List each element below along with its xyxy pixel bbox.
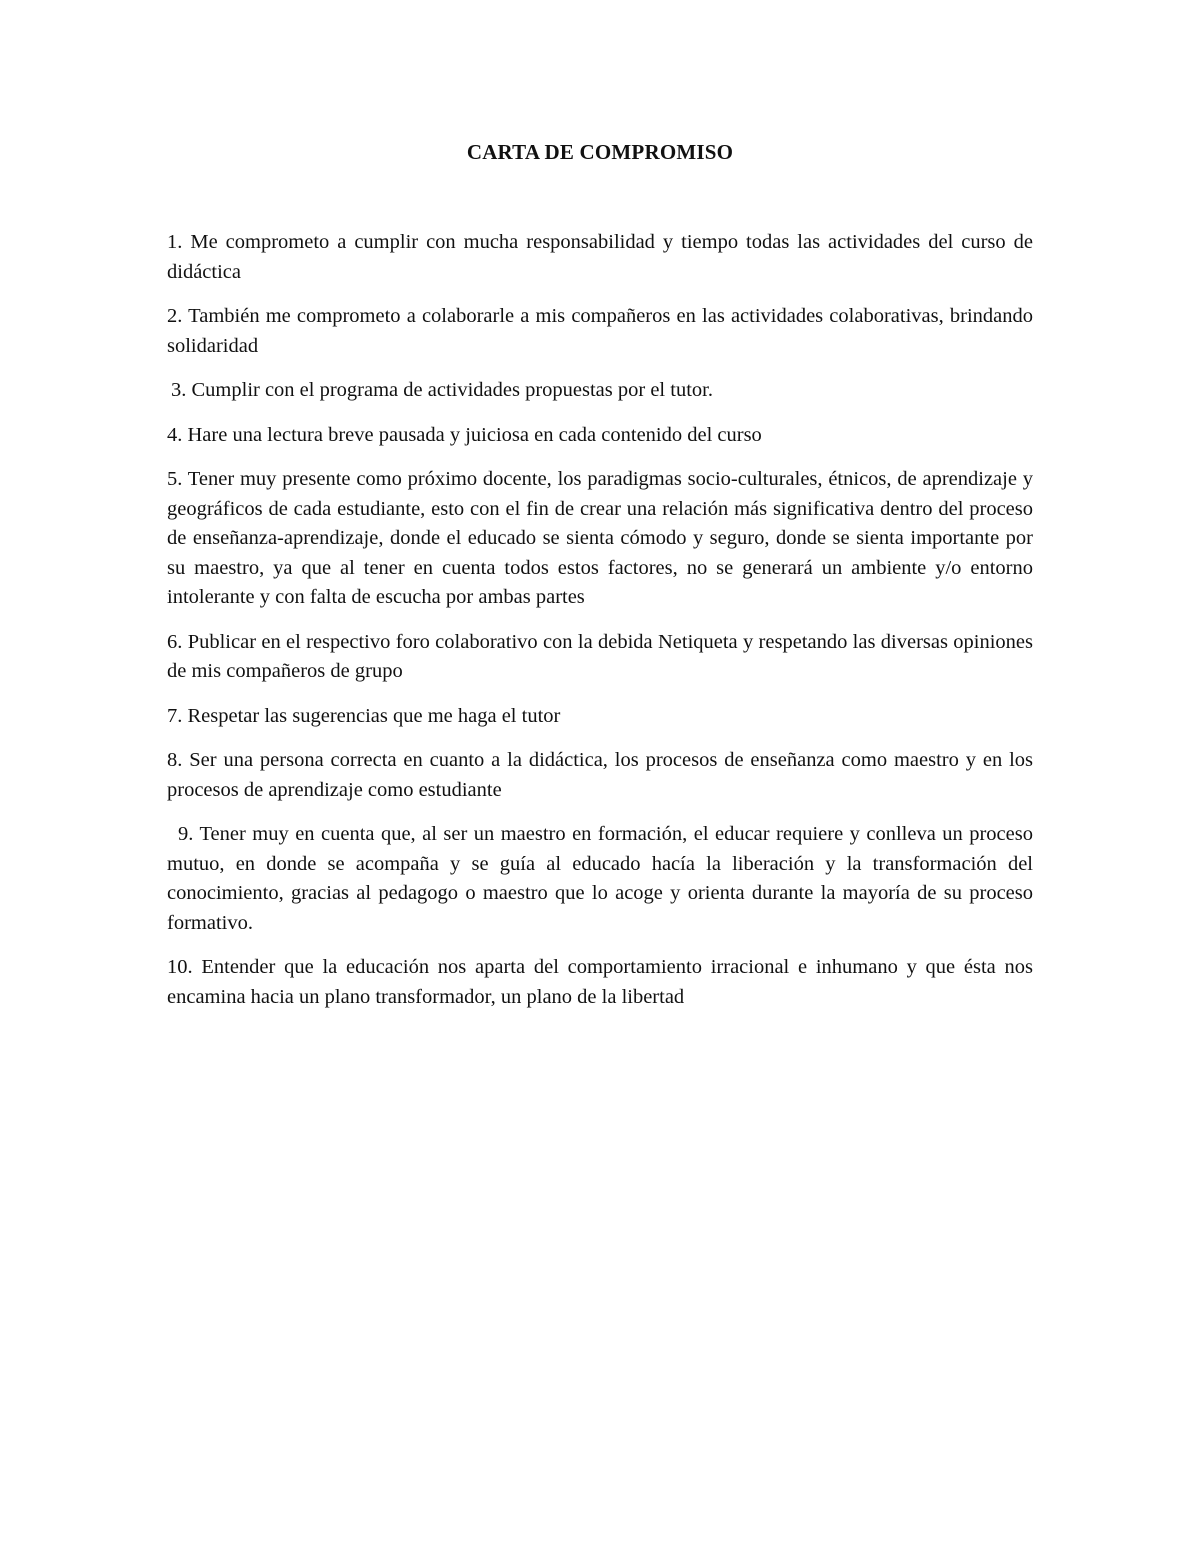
commitment-item-7: 7. Respetar las sugerencias que me haga el tutor xyxy=(167,704,561,727)
commitment-item-5: 5. Tener muy presente como próximo docente, los paradigmas socio-culturales, étnicos, de aprendizaje y geográficos de cada estudiante, esto con el fin de crear una relación más significativa dentro del proceso de enseñanza-aprendizaje, donde el educado se sienta cómodo y seguro, donde se sienta importante por su maestro, ya que al tener en cuenta todos estos factores, no se generará un ambiente y/o entorno intolerante y con falta de escucha por ambas partes xyxy=(167,468,1033,608)
commitment-item-8: 8. Ser una persona correcta en cuanto a la didáctica, los procesos de enseñanza como maestro y en los procesos de aprendizaje como estudiante xyxy=(167,749,1033,801)
commitment-item-6: 6. Publicar en el respectivo foro colaborativo con la debida Netiqueta y respetando las diversas opiniones de mis compañeros de grupo xyxy=(167,630,1033,682)
commitment-item-1: 1. Me comprometo a cumplir con mucha responsabilidad y tiempo todas las actividades del curso de didáctica xyxy=(167,231,1033,283)
commitment-item-10: 10. Entender que la educación nos aparta del comportamiento irracional e inhumano y que ésta nos encamina hacia un plano transformador, un plano de la libertad xyxy=(167,956,1033,1008)
commitment-item-4: 4. Hare una lectura breve pausada y juiciosa en cada contenido del curso xyxy=(167,423,762,446)
commitment-item-2: 2. También me comprometo a colaborarle a mis compañeros en las actividades colaborativas, brindando solidaridad xyxy=(167,305,1033,357)
commitment-list xyxy=(167,228,1033,1027)
commitment-item-9: 9. Tener muy en cuenta que, al ser un maestro en formación, el educar requiere y conlleva un proceso mutuo, en donde se acompaña y se guía al educado hacía la liberación y la transformación del conocimiento, gracias al pedagogo o maestro que lo acoge y orienta durante la mayoría de su proceso formativo. xyxy=(167,823,1033,934)
document-title: CARTA DE COMPROMISO xyxy=(466,140,734,164)
commitment-item-3: 3. Cumplir con el programa de actividades propuestas por el tutor. xyxy=(171,379,713,401)
